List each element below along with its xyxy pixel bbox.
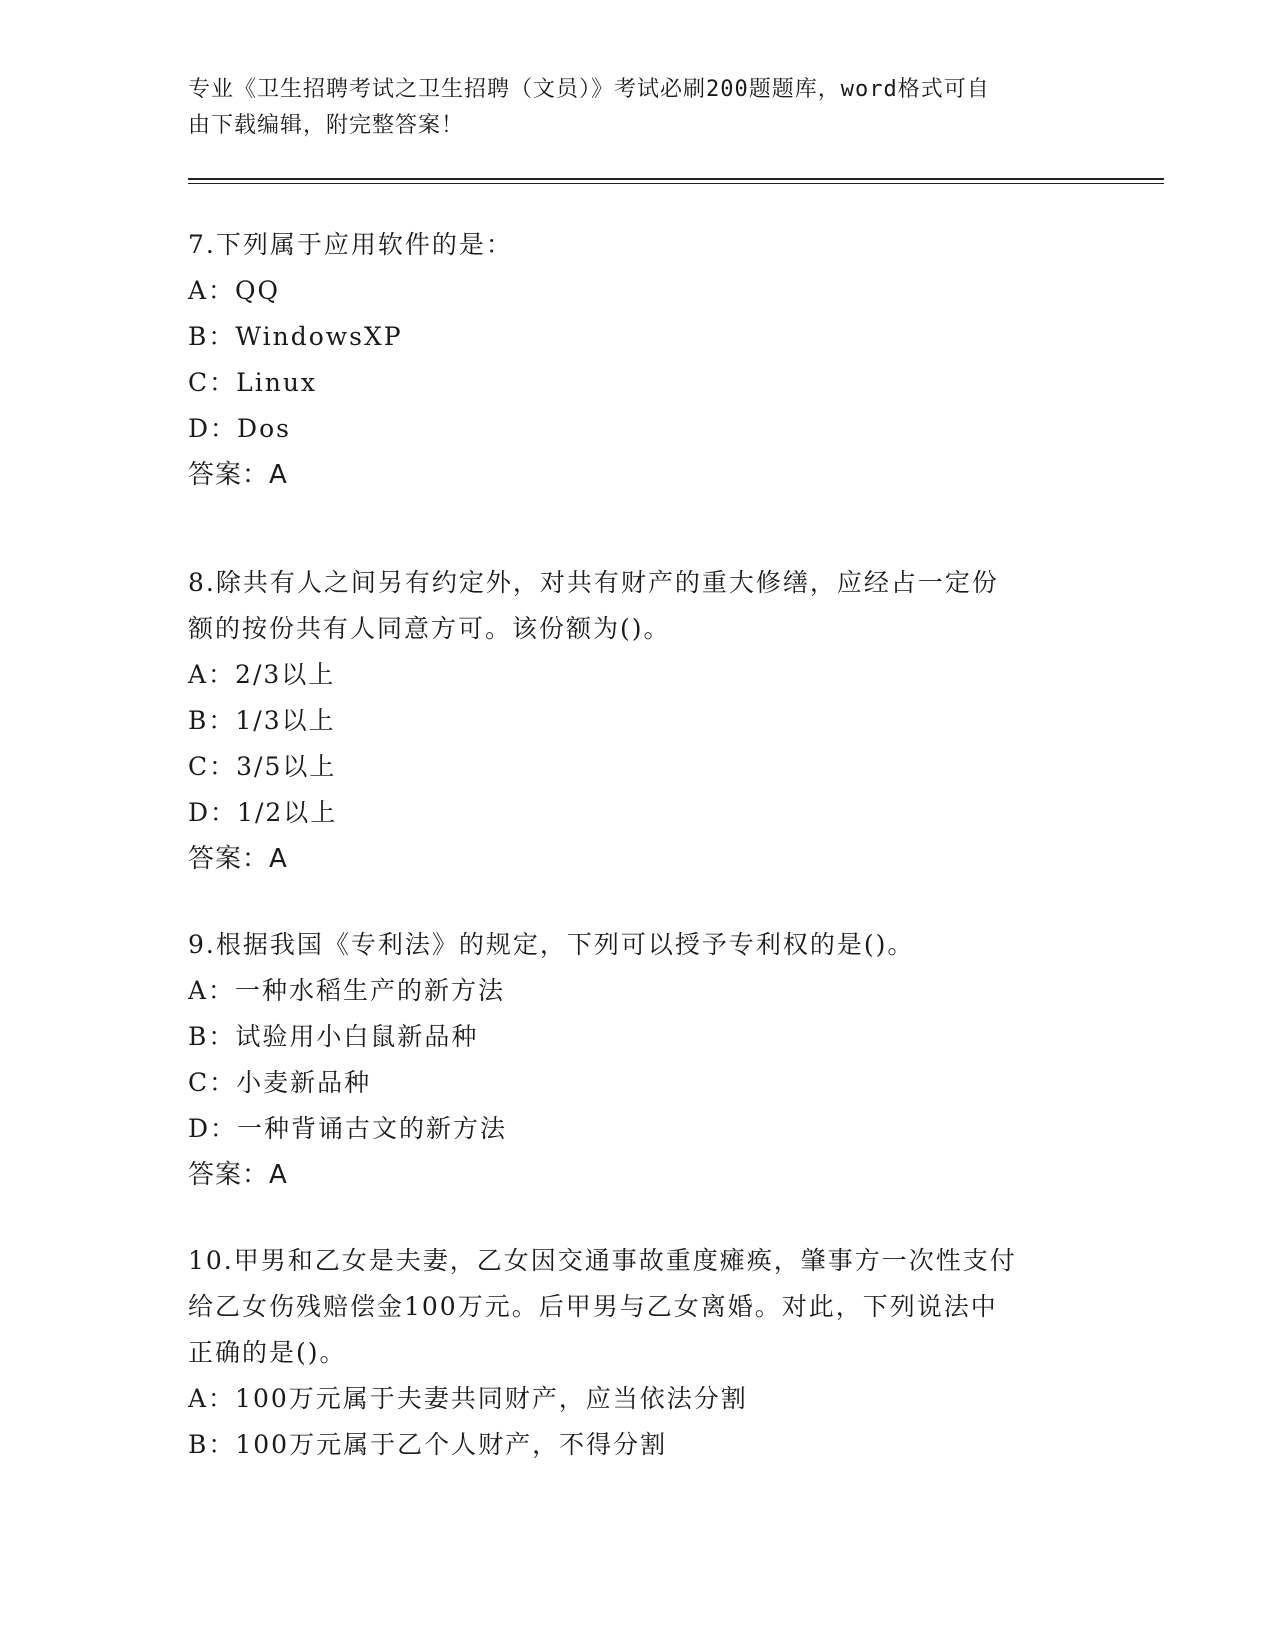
question-stem: 9.根据我国《专利法》的规定，下列可以授予专利权的是()。 (188, 930, 915, 959)
question-stem-cont: 额的按份共有人同意方可。该份额为()。 (188, 614, 671, 643)
question-stem-cont: 给乙女伤残赔偿金100万元。后甲男与乙女离婚。对此，下列说法中 (188, 1292, 998, 1321)
option-b: B：试验用小白鼠新品种 (188, 1022, 479, 1051)
header-divider (188, 178, 1164, 180)
option-c: C：3/5以上 (188, 752, 337, 781)
question-7 (188, 222, 1088, 498)
option-c: C：Linux (188, 368, 318, 397)
header-line-2: 由下载编辑，附完整答案！ (188, 113, 465, 138)
header-divider-thin (188, 183, 1164, 184)
question-stem: 8.除共有人之间另有约定外，对共有财产的重大修缮，应经占一定份 (188, 568, 999, 597)
option-b: B：WindowsXP (188, 322, 403, 351)
option-a: A：一种水稻生产的新方法 (188, 976, 506, 1005)
question-stem: 10.甲男和乙女是夫妻，乙女因交通事故重度瘫痪，肇事方一次性支付 (188, 1246, 1017, 1275)
option-b: B：1/3以上 (188, 706, 336, 735)
option-a: A：QQ (188, 276, 281, 305)
option-a: A：2/3以上 (188, 660, 336, 689)
option-d: D：一种背诵古文的新方法 (188, 1114, 508, 1143)
answer: 答案：A (188, 844, 288, 874)
answer: 答案：A (188, 460, 288, 490)
option-c: C：小麦新品种 (188, 1068, 372, 1097)
option-d: D：1/2以上 (188, 798, 338, 827)
question-8 (188, 560, 1088, 882)
option-a: A：100万元属于夫妻共同财产，应当依法分割 (188, 1384, 748, 1413)
question-stem-cont: 正确的是()。 (188, 1338, 347, 1367)
option-d: D：Dos (188, 414, 291, 443)
header-line-1: 专业《卫生招聘考试之卫生招聘（文员）》考试必刷200题题库，word格式可自 (188, 77, 990, 102)
document-header (188, 72, 1068, 144)
question-10 (188, 1238, 1088, 1468)
question-9 (188, 922, 1088, 1198)
option-b: B：100万元属于乙个人财产，不得分割 (188, 1430, 668, 1459)
answer: 答案：A (188, 1160, 288, 1190)
question-stem: 7.下列属于应用软件的是： (188, 230, 513, 259)
